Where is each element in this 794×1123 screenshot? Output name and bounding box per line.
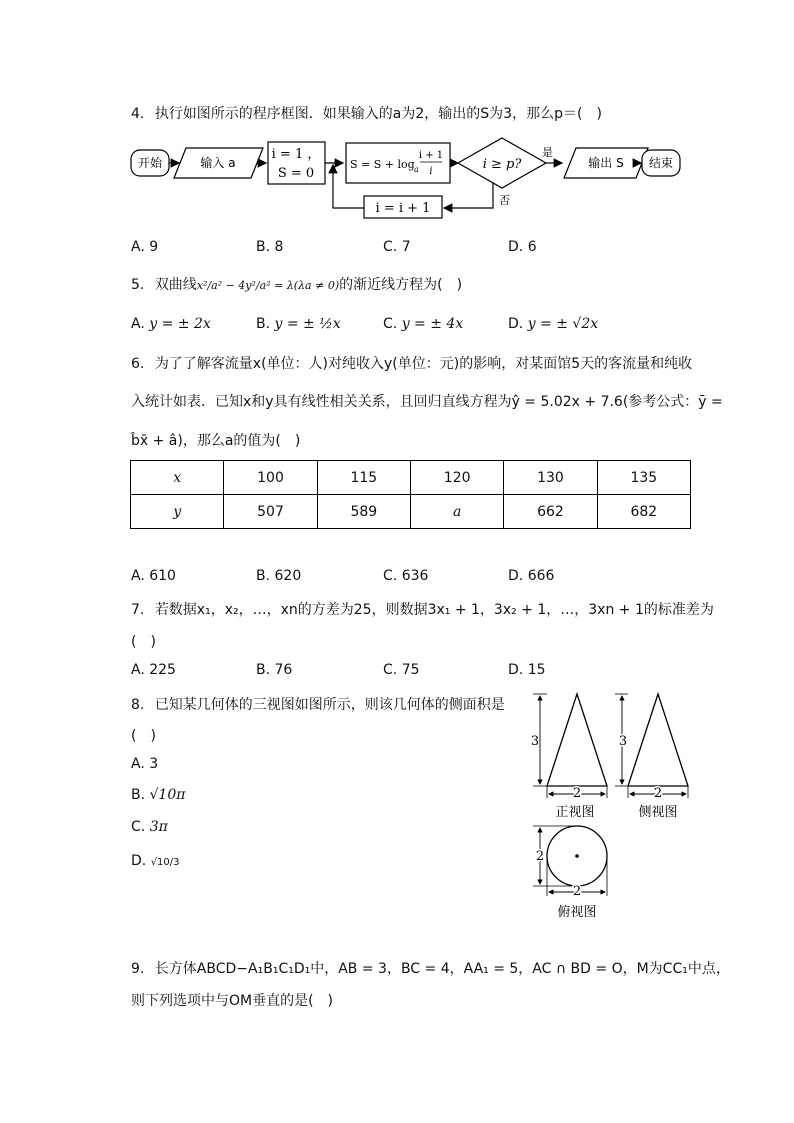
table-cell: 682 [597, 495, 690, 529]
option-value: 75 [401, 662, 420, 678]
fc-no-label: 否 [499, 194, 510, 207]
table-cell: 135 [597, 461, 690, 495]
option-value: 76 [274, 662, 293, 678]
fc-update-text: S = S + log [350, 158, 415, 171]
option-label: B. [256, 662, 271, 678]
option-label: A. [131, 568, 145, 584]
front-view-triangle [547, 694, 607, 786]
fc-condition-text: i ≥ p? [482, 157, 522, 172]
table-cell: 115 [317, 461, 410, 495]
q6-line2: 入统计如表．已知x和y具有线性相关关系，且回归直线方程为ŷ = 5.02x + 7.6(参考公式：ȳ = [131, 394, 723, 410]
q7-line2: ( ) [131, 634, 156, 650]
fc-yes-label: 是 [542, 146, 553, 159]
q5-equation: x²/a² − 4y²/a² = λ(λa ≠ 0) [196, 279, 340, 292]
option-label: A. [131, 239, 145, 255]
q8-option-c[interactable] [131, 819, 168, 835]
fc-update-base: a [414, 165, 419, 174]
q5-option-d[interactable] [508, 316, 598, 332]
table-cell: x [131, 461, 224, 495]
option-value: 666 [527, 568, 555, 584]
option-value: y = ± 4x [401, 316, 464, 332]
q6-line1 [131, 353, 692, 373]
q5-stem-before: 双曲线 [154, 277, 197, 293]
q7-line1-text: 若数据x₁，x₂，…，xn的方差为25，则数据3x₁ + 1，3x₂ + 1，…，3xn + 1的标准差为 [154, 602, 714, 618]
option-label: A. [131, 316, 145, 332]
side-width-label: 2 [653, 786, 663, 801]
option-value: y = ± 2x [149, 316, 211, 332]
q4-stem [131, 103, 602, 123]
table-cell: 507 [224, 495, 317, 529]
table-cell: 589 [317, 495, 410, 529]
table-cell: a [410, 495, 503, 529]
front-height-label: 3 [530, 734, 540, 749]
table-row [131, 461, 691, 495]
q6-option-c[interactable] [383, 568, 428, 584]
q4-option-c[interactable] [383, 239, 411, 255]
fc-start-text: 开始 [137, 156, 163, 170]
q6-line3: b̂x̄ + â)，那么a的值为( ) [131, 433, 301, 449]
top-view-center-dot [575, 854, 579, 858]
q4-option-a[interactable] [131, 239, 158, 255]
q5-number: 5. [131, 277, 145, 293]
option-value: y = ± √2x [527, 316, 599, 332]
q7-number: 7. [131, 602, 145, 618]
fc-update-num: i + 1 [418, 150, 444, 161]
q8-number: 8. [131, 697, 145, 713]
q4-number: 4. [131, 106, 145, 122]
q6-number: 6. [131, 356, 145, 372]
q8-option-a[interactable] [131, 756, 158, 772]
option-label: B. [256, 316, 271, 332]
fc-update-den: i [429, 166, 433, 177]
option-label: A. [131, 662, 145, 678]
q5-option-a[interactable] [131, 316, 211, 332]
fc-init-line2: S = 0 [277, 166, 315, 181]
option-value: 6 [527, 239, 537, 255]
option-label: B. [131, 787, 146, 803]
fc-increment-text: i = i + 1 [375, 201, 431, 216]
option-value: 15 [527, 662, 546, 678]
q8-option-b[interactable] [131, 787, 185, 803]
option-value: 9 [149, 239, 159, 255]
option-label: D. [508, 568, 524, 584]
table-cell: y [131, 495, 224, 529]
q4-stem-text: 执行如图所示的程序框图．如果输入的a为2，输出的S为3，那么p＝( ) [154, 106, 602, 122]
option-value: 636 [401, 568, 429, 584]
q5-option-c[interactable] [383, 316, 463, 332]
front-view-label: 正视图 [555, 805, 595, 820]
option-value: 7 [401, 239, 411, 255]
q7-option-d[interactable] [508, 662, 546, 678]
table-cell: 130 [504, 461, 597, 495]
q7-option-a[interactable] [131, 662, 176, 678]
option-label: A. [131, 756, 145, 772]
option-value: 3 [149, 756, 159, 772]
side-view-triangle [628, 694, 688, 786]
front-width-label: 2 [572, 786, 582, 801]
q6-line1-text: 为了了解客流量x(单位：人)对纯收入y(单位：元)的影响，对某面馆5天的客流量和纯收 [154, 356, 693, 372]
q6-option-a[interactable] [131, 568, 176, 584]
q9-line2: 则下列选项中与OM垂直的是( ) [131, 993, 334, 1009]
option-label: D. [508, 662, 524, 678]
q8-three-views [525, 690, 695, 920]
q6-table [130, 460, 691, 529]
table-row [131, 495, 691, 529]
q8-line1 [131, 694, 505, 714]
side-height-label: 3 [618, 734, 628, 749]
fc-end-text: 结束 [648, 156, 674, 170]
option-label: C. [383, 662, 398, 678]
option-label: D. [508, 316, 524, 332]
q9-number: 9. [131, 961, 145, 977]
q7-line1 [131, 599, 714, 619]
option-value: 610 [149, 568, 176, 584]
q4-option-b[interactable] [256, 239, 283, 255]
fc-output-text: 输出 S [588, 156, 624, 170]
q8-line1-text: 已知某几何体的三视图如图所示，则该几何体的侧面积是 [154, 697, 505, 713]
option-label: C. [131, 819, 146, 835]
top-diameter-label: 2 [535, 849, 545, 864]
table-cell: 100 [224, 461, 317, 495]
q8-option-d[interactable] [131, 853, 180, 869]
q7-option-c[interactable] [383, 662, 420, 678]
top-width-label: 2 [572, 884, 582, 899]
option-label: C. [383, 568, 398, 584]
option-label: D. [508, 239, 524, 255]
option-label: B. [256, 239, 271, 255]
option-value: √10/3 [150, 857, 180, 868]
q4-option-d[interactable] [508, 239, 537, 255]
top-view-label: 俯视图 [557, 905, 597, 920]
q5-stem-after: 的渐近线方程为( ) [339, 277, 463, 293]
option-value: 620 [274, 568, 302, 584]
option-label: D. [131, 853, 147, 869]
option-value: 3π [149, 819, 168, 835]
option-value: 225 [149, 662, 176, 678]
table-cell: 120 [410, 461, 503, 495]
q9-line1-text: 长方体ABCD−A₁B₁C₁D₁中，AB = 3，BC = 4，AA₁ = 5，AC ∩ BD = O，M为CC₁中点， [154, 961, 730, 977]
option-value: √10π [149, 787, 186, 803]
table-cell: 662 [504, 495, 597, 529]
option-label: C. [383, 239, 398, 255]
side-view-label: 侧视图 [638, 805, 678, 820]
q8-line2: ( ) [131, 728, 156, 744]
q5-stem [131, 274, 462, 294]
option-value: y = ± ½x [274, 316, 341, 332]
q7-option-b[interactable] [256, 662, 292, 678]
q6-option-d[interactable] [508, 568, 554, 584]
option-value: 8 [274, 239, 284, 255]
option-label: C. [383, 316, 398, 332]
q4-flowchart [128, 138, 688, 218]
q5-option-b[interactable] [256, 316, 341, 332]
q6-option-b[interactable] [256, 568, 301, 584]
q9-line1 [131, 958, 730, 978]
fc-init-line1: i = 1 ， [271, 147, 321, 162]
fc-input-text: 输入 a [200, 156, 236, 170]
option-label: B. [256, 568, 271, 584]
